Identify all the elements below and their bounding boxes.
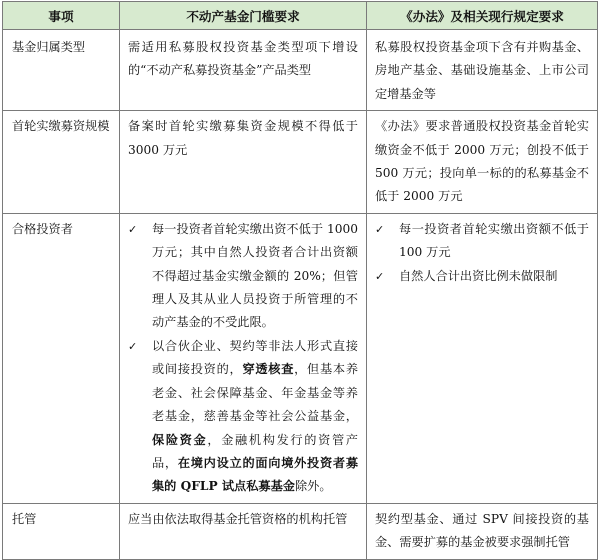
table-row [3, 213, 598, 503]
list-item-text: 自然人合计出资比例未做限制 [399, 268, 558, 283]
header-fund-requirement: 不动产基金门槛要求 [120, 2, 367, 30]
list-item [375, 218, 589, 265]
requirement-cell: 应当由依法取得基金托管资格的机构托管 [120, 503, 367, 559]
list-item-text: 每一投资者首轮实缴出资额不低于 100 万元 [399, 221, 589, 260]
rule-list [375, 218, 589, 288]
requirement-cell [120, 213, 367, 503]
requirement-list [128, 218, 358, 499]
check-icon: ✓ [375, 222, 385, 236]
rule-cell: 《办法》要求普通股权投资基金首轮实缴资金不低于 2000 万元；创投不低于500 万元；投向单一标的的私募基金不低于 2000 万元 [367, 111, 598, 214]
check-icon: ✓ [128, 339, 138, 353]
list-item-text: 以合伙企业、契约等非法人形式直接或间接投资的，穿透核查，但基本养老金、社会保障基金、年金基金等养老基金，慈善基金等社会公益基金，保险资金，金融机构发行的资管产品，在境内设立的面向境外投资者募集的 QFLP 试点私募基金除外。 [152, 338, 359, 494]
list-item [375, 265, 589, 288]
list-item-text: 每一投资者首轮实缴出资不低于 1000 万元；其中自然人投资者合计出资额不得超过基金实缴金额的 20%；但管理人及其从业人员投资于所管理的不动产基金的不受此限。 [152, 221, 358, 330]
rule-cell: 私募股权投资基金项下含有并购基金、房地产基金、基础设施基金、上市公司定增基金等 [367, 30, 598, 111]
row-label: 托管 [3, 503, 120, 559]
list-item [128, 218, 358, 335]
table-header-row [3, 2, 598, 30]
check-icon: ✓ [375, 269, 385, 283]
table-row [3, 30, 598, 111]
comparison-table [2, 1, 598, 560]
requirement-cell: 需适用私募股权投资基金类型项下增设的“不动产私募投资基金”产品类型 [120, 30, 367, 111]
header-item: 事项 [3, 2, 120, 30]
table-row [3, 503, 598, 559]
row-label: 基金归属类型 [3, 30, 120, 111]
row-label: 首轮实缴募资规模 [3, 111, 120, 214]
requirement-cell: 备案时首轮实缴募集资金规模不得低于3000 万元 [120, 111, 367, 214]
rule-cell [367, 213, 598, 503]
header-current-rules: 《办法》及相关现行规定要求 [367, 2, 598, 30]
table-row [3, 111, 598, 214]
row-label: 合格投资者 [3, 213, 120, 503]
check-icon: ✓ [128, 222, 138, 236]
rule-cell: 契约型基金、通过 SPV 间接投资的基金、需要扩募的基金被要求强制托管 [367, 503, 598, 559]
list-item [128, 335, 358, 499]
